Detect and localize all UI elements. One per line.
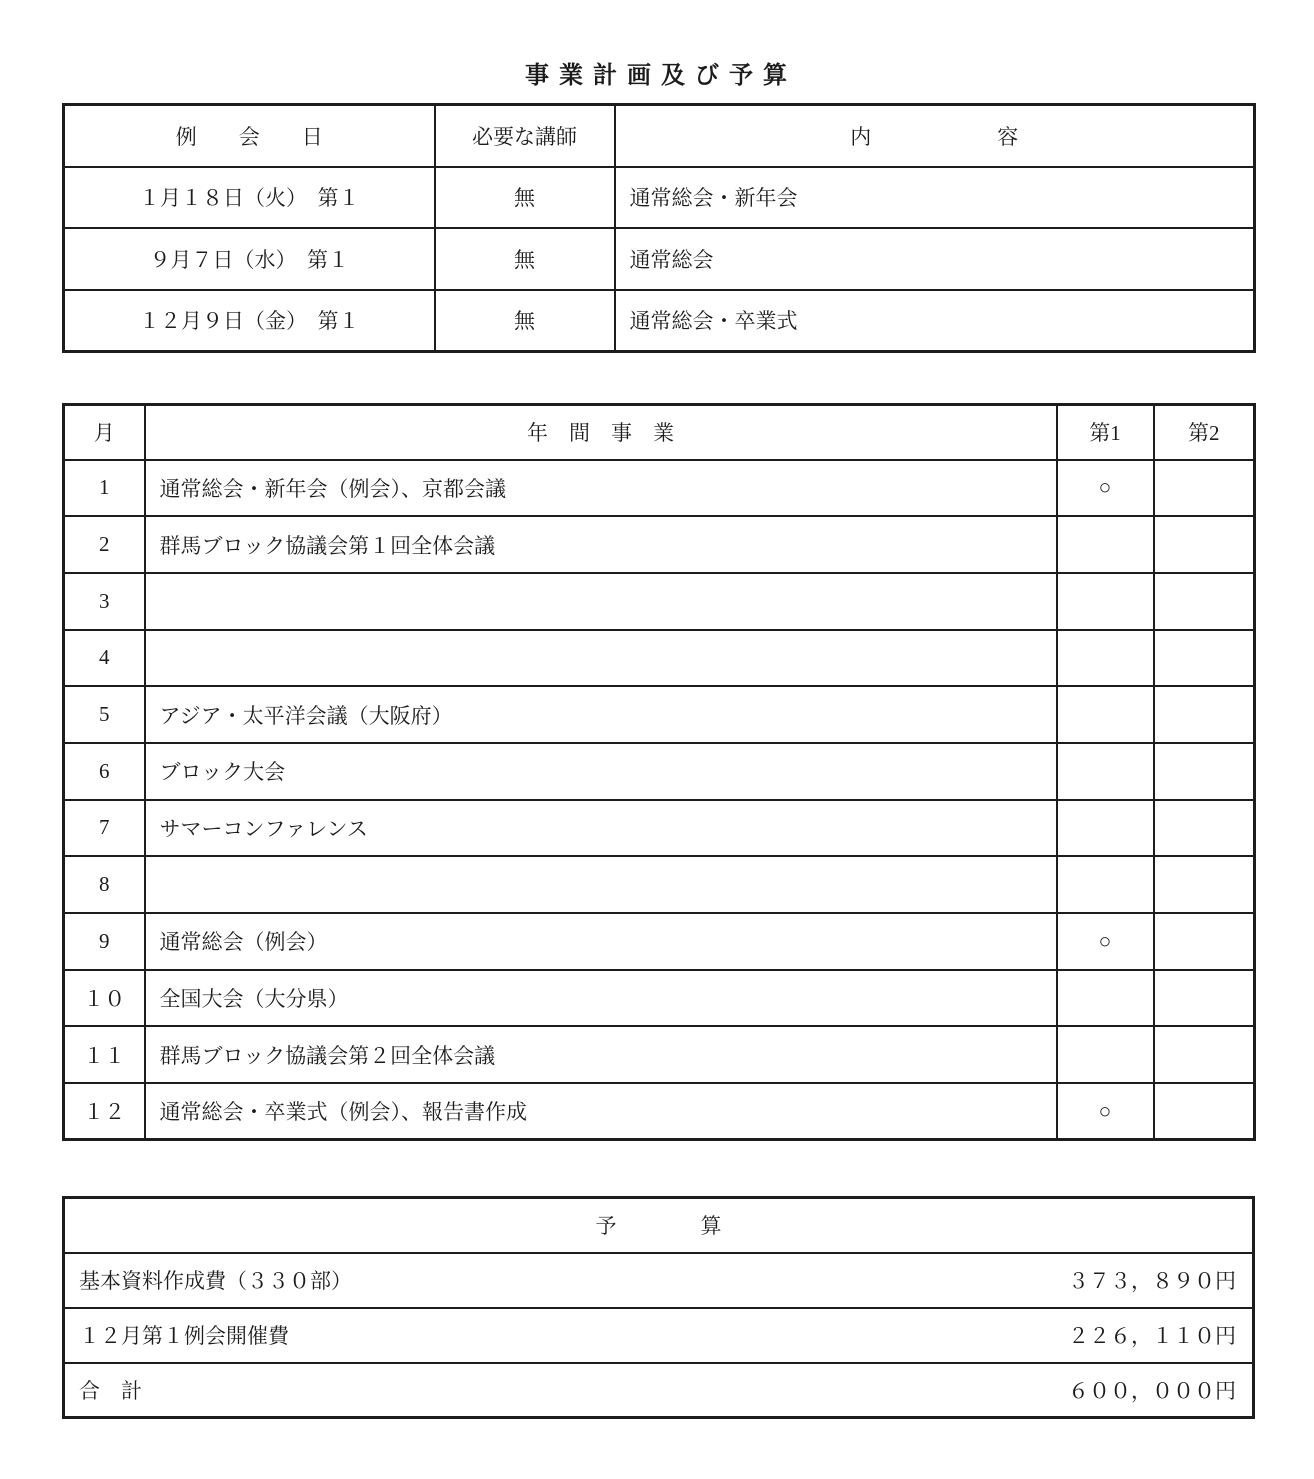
month-cell: 8	[64, 856, 145, 913]
business-cell: 通常総会・卒業式（例会）、報告書作成	[145, 1083, 1057, 1140]
table-row	[64, 743, 1255, 800]
dai2-mark-cell	[1154, 460, 1255, 517]
meeting-date-cell: １月１８日（火） 第１	[64, 167, 435, 229]
meeting-header-content: 内 容	[615, 105, 1255, 167]
month-cell: 1	[64, 460, 145, 517]
meeting-header-lecturer: 必要な講師	[435, 105, 615, 167]
meeting-header-date: 例 会 日	[64, 105, 435, 167]
table-row	[64, 228, 1255, 290]
annual-header-month: 月	[64, 405, 145, 460]
budget-table	[62, 1196, 1255, 1419]
table-row	[64, 630, 1255, 687]
budget-total-value: ６００，０００円	[1068, 1378, 1236, 1403]
business-cell: 群馬ブロック協議会第１回全体会議	[145, 516, 1057, 573]
dai1-mark-cell	[1057, 686, 1154, 743]
dai1-mark-cell	[1057, 516, 1154, 573]
dai2-mark-cell	[1154, 913, 1255, 970]
dai1-mark-cell	[1057, 800, 1154, 857]
dai2-mark-cell	[1154, 573, 1255, 630]
meeting-lecturer-cell: 無	[435, 228, 615, 290]
table-row	[64, 1253, 1254, 1308]
table-row	[64, 856, 1255, 913]
budget-row-cell	[64, 1253, 1254, 1308]
table-row	[64, 913, 1255, 970]
dai1-mark-cell: ○	[1057, 913, 1154, 970]
month-cell: １０	[64, 970, 145, 1027]
meeting-lecturer-cell: 無	[435, 290, 615, 352]
business-cell: アジア・太平洋会議（大阪府）	[145, 686, 1057, 743]
business-cell	[145, 856, 1057, 913]
table-row	[64, 516, 1255, 573]
table-header-row	[64, 405, 1255, 460]
dai2-mark-cell	[1154, 516, 1255, 573]
dai1-mark-cell	[1057, 630, 1154, 687]
business-cell: 通常総会（例会）	[145, 913, 1057, 970]
month-cell: 6	[64, 743, 145, 800]
meeting-lecturer-cell: 無	[435, 167, 615, 229]
dai2-mark-cell	[1154, 630, 1255, 687]
business-cell: ブロック大会	[145, 743, 1057, 800]
meeting-date-cell: ９月７日（水） 第１	[64, 228, 435, 290]
meeting-content-cell: 通常総会	[615, 228, 1255, 290]
month-cell: 5	[64, 686, 145, 743]
dai2-mark-cell	[1154, 743, 1255, 800]
annual-header-dai2: 第2	[1154, 405, 1255, 460]
table-row	[64, 460, 1255, 517]
table-header-row	[64, 1198, 1254, 1253]
dai2-mark-cell	[1154, 1083, 1255, 1140]
dai2-mark-cell	[1154, 1026, 1255, 1083]
month-cell: 2	[64, 516, 145, 573]
table-row	[64, 290, 1255, 352]
business-cell: サマーコンファレンス	[145, 800, 1057, 857]
annual-header-business: 年 間 事 業	[145, 405, 1057, 460]
budget-item-label: 基本資料作成費（３３０部）	[79, 1269, 352, 1293]
budget-row-cell	[64, 1363, 1254, 1418]
month-cell: １２	[64, 1083, 145, 1140]
month-cell: 4	[64, 630, 145, 687]
table-row	[64, 686, 1255, 743]
business-cell: 群馬ブロック協議会第２回全体会議	[145, 1026, 1057, 1083]
month-cell: 3	[64, 573, 145, 630]
dai1-mark-cell	[1057, 856, 1154, 913]
page-title: 事 業 計 画 及 び 予 算	[525, 63, 789, 89]
table-row	[64, 1363, 1254, 1418]
annual-header-dai1: 第1	[1057, 405, 1154, 460]
meeting-date-cell: １２月９日（金） 第１	[64, 290, 435, 352]
table-header-row	[64, 105, 1255, 167]
budget-amount-value: ２２６，１１０円	[1068, 1324, 1236, 1348]
dai2-mark-cell	[1154, 800, 1255, 857]
table-row	[64, 167, 1255, 229]
dai2-mark-cell	[1154, 970, 1255, 1027]
table-row	[64, 1026, 1255, 1083]
dai1-mark-cell: ○	[1057, 1083, 1154, 1140]
month-cell: １１	[64, 1026, 145, 1083]
budget-item-label: １２月第１例会開催費	[79, 1324, 289, 1348]
dai1-mark-cell	[1057, 573, 1154, 630]
dai1-mark-cell	[1057, 970, 1154, 1027]
budget-amount-value: ３７３，８９０円	[1068, 1269, 1236, 1293]
meeting-content-cell: 通常総会・卒業式	[615, 290, 1255, 352]
business-cell	[145, 573, 1057, 630]
table-row	[64, 1308, 1254, 1363]
dai1-mark-cell: ○	[1057, 460, 1154, 517]
meeting-content-cell: 通常総会・新年会	[615, 167, 1255, 229]
annual-business-table	[62, 403, 1256, 1141]
dai2-mark-cell	[1154, 856, 1255, 913]
business-cell: 全国大会（大分県）	[145, 970, 1057, 1027]
table-row	[64, 970, 1255, 1027]
budget-row-cell	[64, 1308, 1254, 1363]
month-cell: 9	[64, 913, 145, 970]
meeting-schedule-table	[62, 103, 1256, 353]
business-cell	[145, 630, 1057, 687]
budget-header: 予 算	[64, 1198, 1254, 1253]
dai2-mark-cell	[1154, 686, 1255, 743]
dai1-mark-cell	[1057, 743, 1154, 800]
month-cell: 7	[64, 800, 145, 857]
dai1-mark-cell	[1057, 1026, 1154, 1083]
table-row	[64, 1083, 1255, 1140]
budget-total-label: 合 計	[79, 1378, 142, 1403]
business-cell: 通常総会・新年会（例会）、京都会議	[145, 460, 1057, 517]
table-row	[64, 573, 1255, 630]
table-row	[64, 800, 1255, 857]
